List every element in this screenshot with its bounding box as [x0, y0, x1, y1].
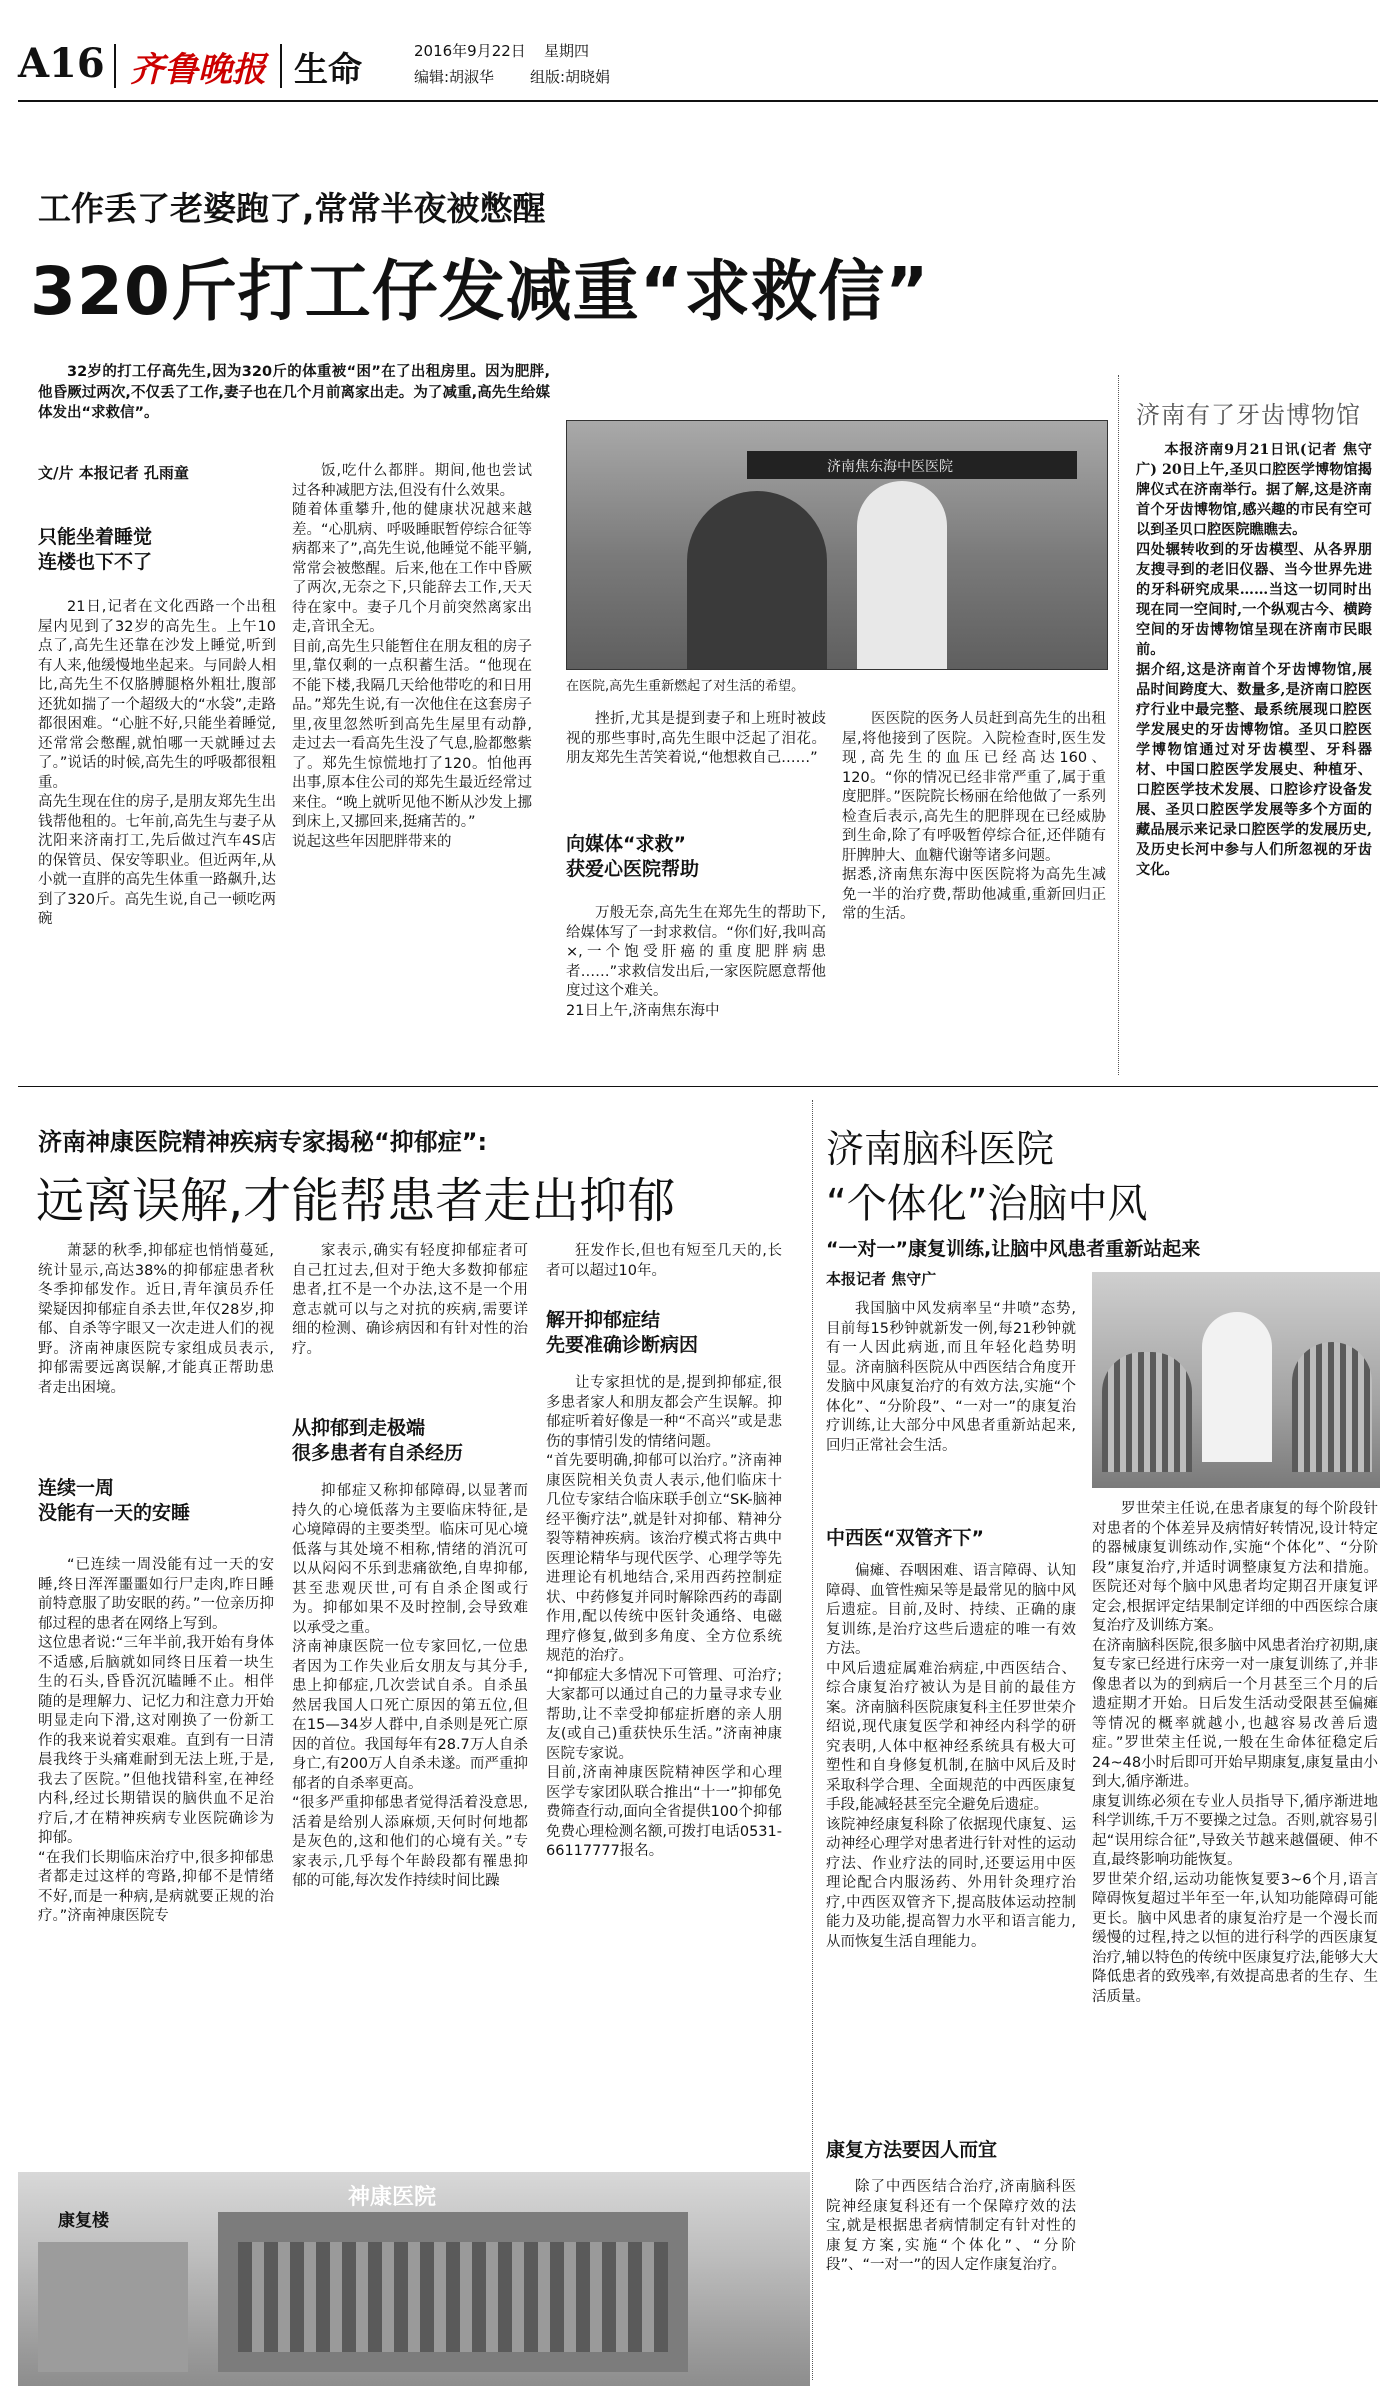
article1-column-1: 21日,记者在文化西路一个出租屋内见到了32岁的高先生。上午10点了,高先生还靠在沙发上睡觉,听到有人来,他缓慢地坐起来。与同龄人相比,高先生不仅胳膊腿格外粗壮,腹部还犹如揣了一个超级大的“水袋”,走路都很困难。“心脏不好,只能坐着睡觉,还常常会憋醒,就怕哪一天就睡过去了。”说话的时候,高先生的呼吸都很粗重。 高先生现在住的房子,是朋友郑先生出钱帮他租的。七年前,高先生与妻子从沈阳来济南打工,先后做过汽车4S店的保管员、保安等职业。但近两年,从小就一直胖的高先生体重一路飙升,达到了320斤。高先生说,自己一顿吃两碗 [38, 599, 276, 927]
article2-subhead-2: 从抑郁到走极端 很多患者有自杀经历 [292, 1417, 464, 1464]
masthead [18, 30, 1378, 100]
article1-subhead-1: 只能坐着睡觉 连楼也下不了 [38, 526, 153, 573]
sidebar-divider [1118, 375, 1120, 1075]
hospital-sign-text: 济南焦东海中医医院 [827, 459, 953, 475]
article1-subhead-2: 向媒体“求救” 获爱心医院帮助 [566, 833, 700, 880]
article3-photo [1092, 1272, 1380, 1488]
masthead-divider [280, 44, 282, 88]
article2-subhead-3: 解开抑郁症结 先要准确诊断病因 [546, 1309, 699, 1356]
hospital-building-photo [18, 2172, 810, 2386]
article3-byline: 本报记者 焦守广 [826, 1270, 937, 1288]
article2-column-2b: 抑郁症又称抑郁障碍,以显著而持久的心境低落为主要临床特征,是心境障碍的主要类型。临床可见心境低落与其处境不相称,情绪的消沉可以从闷闷不乐到悲痛欲绝,自卑抑郁,甚至悲观厌世,可有自杀企图或行为。抑郁如果不及时控制,会导致难以承受之重。 济南神康医院一位专家回忆,一位患者因为工作失业后女朋友与其分手,患上抑郁症,几次尝试自杀。自杀虽然居我国人口死亡原因的第五位,但在15—34岁人群中,自杀则是死亡原因的首位。我国每年有28.7万人自杀身亡,有200万人自杀未遂。而严重抑郁者的自杀率更高。 “很多严重抑郁患者觉得活着没意思,活着是给别人添麻烦,天何时何地都是灰色的,这和他们的心境有关。”专家表示,几乎每个年龄段都有罹患抑郁的可能,每次发作持续时间比躁 [292, 1483, 528, 1889]
patient-figure [1102, 1352, 1192, 1472]
article3-kicker: 济南脑科医院 [826, 1127, 1055, 1171]
article1-photo-caption: 在医院,高先生重新燃起了对生活的希望。 [566, 679, 805, 694]
article3-subhead-2: 康复方法要因人而宜 [826, 2139, 998, 2161]
building-main-windows [238, 2242, 668, 2352]
article1-column-3: 挫折,尤其是提到妻子和上班时被歧视的那些事时,高先生眼中泛起了泪花。朋友郑先生苦笑着说,“他想救自己……” [566, 711, 826, 766]
article3-column-1b: 偏瘫、吞咽困难、语言障碍、认知障碍、血管性痴呆等是最常见的脑中风后遗症。目前,及时、持续、正确的康复训练,是治疗这些后遗症的唯一有效方法。 中风后遗症属难治病症,中西医结合、综合康复治疗被认为是目前的最佳方案。济南脑科医院康复科主任罗世荣介绍说,现代康复医学和神经内科学的研究表明,人体中枢神经系统具有极大可塑性和自身修复机制,在脑中风后及时采取科学合理、全面规范的中西医康复手段,能减轻甚至完全避免后遗症。 该院神经康复科除了依据现代康复、运动神经心理学对患者进行针对性的运动疗法、作业疗法的同时,还要运用中医理论配合内服汤药、外用针灸理疗治疗,中西医双管齐下,提高肢体运动控制能力及功能,提高智力水平和语言能力,从而恢复生活自理能力。 [826, 1563, 1076, 1950]
article2-column-2: 家表示,确实有轻度抑郁症者可自己扛过去,但对于绝大多数抑郁症患者,扛不是一个办法,这不是一个用意志就可以与之对抗的疾病,需要详细的检测、确诊病因和有针对性的治疗。 [292, 1243, 528, 1357]
article1-column-3b: 万般无奈,高先生在郑先生的帮助下,给媒体写了一封求救信。“你们好,我叫高×,一个饱受肝癌的重度肥胖病患者……”求救信发出后,一家医院愿意帮他度过这个难关。 21日上午,济南焦东海中 [566, 905, 826, 1019]
article2-column-1b: “已连续一周没能有过一天的安睡,终日浑浑噩噩如行尸走肉,昨日睡前特意服了助安眠的药。”一位亲历抑郁过程的患者在网络上写到。 这位患者说:“三年半前,我开始有身体不适感,后脑就如同终日压着一块生生的石头,昏昏沉沉瞌睡不止。相伴随的是理解力、记忆力和注意力开始明显走向下滑,这对刚换了一份新工作的我来说着实艰难。直到有一日清晨我终于头痛难耐到无法上班,于是,我去了医院。”但他找错科室,在神经内科,经过长期错误的脑供血不足治疗后,才在精神疾病专业医院确诊为抑郁。 “在我们长期临床治疗中,很多抑郁患者都走过这样的弯路,抑郁不是情绪不好,而是一种病,是病就要正规的治疗。”济南神康医院专 [38, 1557, 274, 1924]
sidebar-text: 本报济南9月21日讯(记者 焦守广) 20日上午,圣贝口腔医学博物馆揭牌仪式在济南举行。据了解,这是济南首个牙齿博物馆,感兴趣的市民有空可以到圣贝口腔医院瞧瞧去。 四处辗转收到的牙齿模型、从各界朋友搜寻到的老旧仪器、当今世界先进的牙科研究成果……当这一切同时出现在同一空间时,一个纵观古今、横跨空间的牙齿博物馆呈现在济南市民眼前。 据介绍,这是济南首个牙齿博物馆,展品时间跨度大、数量多,是济南口腔医疗行业中最完整、最系统展现口腔医学发展史的牙齿博物馆。圣贝口腔医学博物馆通过对牙齿模型、牙科器材、中国口腔医学发展史、种植牙、口腔医学技术发展、口腔诊疗设备发展、圣贝口腔医学发展等多个方面的藏品展示来记录口腔医学的发展历史,及历史长河中参与人们所忽视的牙齿文化。 [1136, 442, 1372, 878]
masthead-rule [18, 100, 1378, 102]
article3-headline: “个体化”治脑中风 [826, 1181, 1148, 1227]
article1-headline: 320斤打工仔发减重“求救信” [30, 253, 930, 330]
article3-column-2: 罗世荣主任说,在患者康复的每个阶段针对患者的个体差异及病情好转情况,设计特定的器械康复训练动作,实施“个体化”、“分阶段”康复治疗,并适时调整康复方法和措施。医院还对每个脑中风患者均定期召开康复评定会,根据评定结果制定详细的中西医综合康复治疗及训练方案。 在济南脑科医院,很多脑中风患者治疗初期,康复专家已经进行床旁一对一康复训练了,并非像患者以为的到病后一个月甚至三个月的后遗症期才开始。日后发生活动受限甚至偏瘫等情况的概率就越小,也越容易改善后遗症。”罗世荣主任说,一般在生命体征稳定后24~48小时后即可开始早期康复,康复量由小到大,循序渐进。 康复训练必须在专业人员指导下,循序渐进地科学训练,千万不要操之过急。否则,就容易引起“误用综合征”,导致关节越来越僵硬、伸不直,最终影响功能恢复。 罗世荣介绍,运动功能恢复要3~6个月,语言障碍恢复超过半年至一年,认知功能障碍可能更长。脑中风患者的康复治疗是一个漫长而缓慢的过程,持之以恒的进行科学的西医康复治疗,辅以特色的传统中医康复疗法,能够大大降低患者的致残率,有效提高患者的生存、生活质量。 [1092, 1501, 1378, 2005]
issue-weekday: 星期四 [544, 42, 590, 60]
article1-kicker: 工作丢了老婆跑了,常常半夜被憋醒 [38, 189, 546, 228]
article1-column-2: 饭,吃什么都胖。期间,他也尝试过各种减肥方法,但没有什么效果。 随着体重攀升,他的健康状况越来越差。“心肌病、呼吸睡眠暂停综合征等病都来了”,高先生说,他睡觉不能平躺,常常会被憋醒。后来,他在工作中昏厥了两次,无奈之下,只能辞去工作,天天待在家中。妻子几个月前突然离家出走,音讯全无。 目前,高先生只能暂住在朋友租的房子里,靠仅剩的一点积蓄生活。“他现在不能下楼,我隔几天给他带吃的和日用品。”郑先生说,有一次他住在这套房子里,夜里忽然听到高先生屋里有动静,走过去一看高先生没了气息,脸都憋紫了。郑先生惊慌地打了120。怕他再出事,原本住公司的郑先生最近经常过来住。“晚上就听见他不断从沙发上挪到床上,又挪回来,挺痛苦的。” 说起这些年因肥胖带来的 [292, 463, 532, 850]
article1-photo [566, 420, 1108, 670]
article2-column-3: 狂发作长,但也有短至几天的,长者可以超过10年。 [546, 1243, 782, 1279]
sidebar-title: 济南有了牙齿博物馆 [1136, 401, 1361, 429]
article2-subhead-1: 连续一周 没能有一天的安睡 [38, 1477, 191, 1524]
patient-figure [1292, 1342, 1372, 1472]
section-title: 生命 [294, 50, 362, 90]
article3-column-1: 我国脑中风发病率呈“井喷”态势,目前每15秒钟就新发一例,每21秒钟就有一人因此病逝,而且年轻化趋势明显。济南脑科医院从中西医结合角度开发脑中风康复治疗的有效方法,实施“个体化”、“分阶段”、“一对一”的康复治疗训练,让大部分中风患者重新站起来,回归正常社会生活。 [826, 1301, 1076, 1454]
hospital-name-sign: 神康医院 [348, 2185, 437, 2210]
article3-column-1c: 除了中西医结合治疗,济南脑科医院神经康复科还有一个保障疗效的法宝,就是根据患者病情制定有针对性的康复方案,实施“个体化”、“分阶段”、“一对一”的因人定作康复治疗。 [826, 2179, 1076, 2273]
article1-byline: 文/片 本报记者 孔雨童 [38, 464, 189, 482]
article2-column-3b: 让专家担忧的是,提到抑郁症,很多患者家人和朋友都会产生误解。抑郁症听着好像是一种“不高兴”或是悲伤的事情引发的情绪问题。 “首先要明确,抑郁可以治疗。”济南神康医院相关负责人表示,他们临床十几位专家结合临床联手创立“SK-脑神经平衡疗法”,就是针对抑郁、精神分裂等精神疾病。该治疗模式将古典中医理论精华与现代医学、心理学等先进理论有机地结合,采用西药控制症状、中药修复并同时解除西药的毒副作用,配以传统中医针灸通络、电磁理疗修复,做到多角度、全方位系统规范的治疗。 “抑郁症大多情况下可管理、可治疗;大家都可以通过自己的力量寻求专业帮助,让不幸受抑郁症折磨的亲人朋友(或自己)重获快乐生活。”济南神康医院专家说。 目前,济南神康医院精神医学和心理医学专家团队联合推出“十一”抑郁免费筛查行动,面向全省提供100个抑郁免费心理检测名额,可拨打电话0531-66117777报名。 [546, 1375, 782, 1859]
building-sign: 康复楼 [58, 2211, 109, 2231]
doctor-figure [857, 481, 947, 669]
page-number: A16 [18, 40, 105, 87]
section-rule [18, 1086, 1378, 1087]
column-divider [812, 1100, 814, 2380]
doctor-figure [1202, 1312, 1272, 1462]
article2-headline: 远离误解,才能帮患者走出抑郁 [36, 1173, 676, 1229]
article2-kicker: 济南神康医院精神疾病专家揭秘“抑郁症”: [38, 1128, 488, 1156]
patient-figure [687, 491, 827, 669]
editor-credit: 编辑:胡淑华 [414, 68, 495, 86]
masthead-divider [114, 44, 116, 88]
article1-lead: 32岁的打工仔高先生,因为320斤的体重被“困”在了出租房里。因为肥胖,他昏厥过两次,不仅丢了工作,妻子也在几个月前离家出走。为了减重,高先生给媒体发出“求救信”。 [38, 364, 550, 421]
article1-column-4: 医医院的医务人员赶到高先生的出租屋,将他接到了医院。入院检查时,医生发现,高先生的血压已经高达160、120。“你的情况已经非常严重了,属于重度肥胖。”医院院长杨丽在给他做了一系列检查后表示,高先生的肥胖现在已经威胁到生命,除了有呼吸暂停综合征,还伴随有肝脾肿大、血糖代谢等诸多问题。 据悉,济南焦东海中医医院将为高先生减免一半的治疗费,帮助他减重,重新回归正常的生活。 [842, 711, 1106, 922]
issue-date: 2016年9月22日 [414, 42, 526, 60]
paper-logo: 齐鲁晚报 [130, 50, 266, 90]
building-wing-left [38, 2242, 188, 2372]
article3-subhead: “一对一”康复训练,让脑中风患者重新站起来 [826, 1238, 1201, 1260]
article3-subhead-1: 中西医“双管齐下” [826, 1527, 984, 1549]
article2-column-1: 萧瑟的秋季,抑郁症也悄悄蔓延,统计显示,高达38%的抑郁症患者秋冬季抑郁发作。近日,青年演员乔任梁疑因抑郁症自杀去世,年仅28岁,抑郁、自杀等字眼又一次走进人们的视野。济南神康医院专家组成员表示,抑郁需要远离误解,才能真正帮助患者走出困境。 [38, 1243, 274, 1396]
layout-credit: 组版:胡晓娟 [530, 68, 611, 86]
